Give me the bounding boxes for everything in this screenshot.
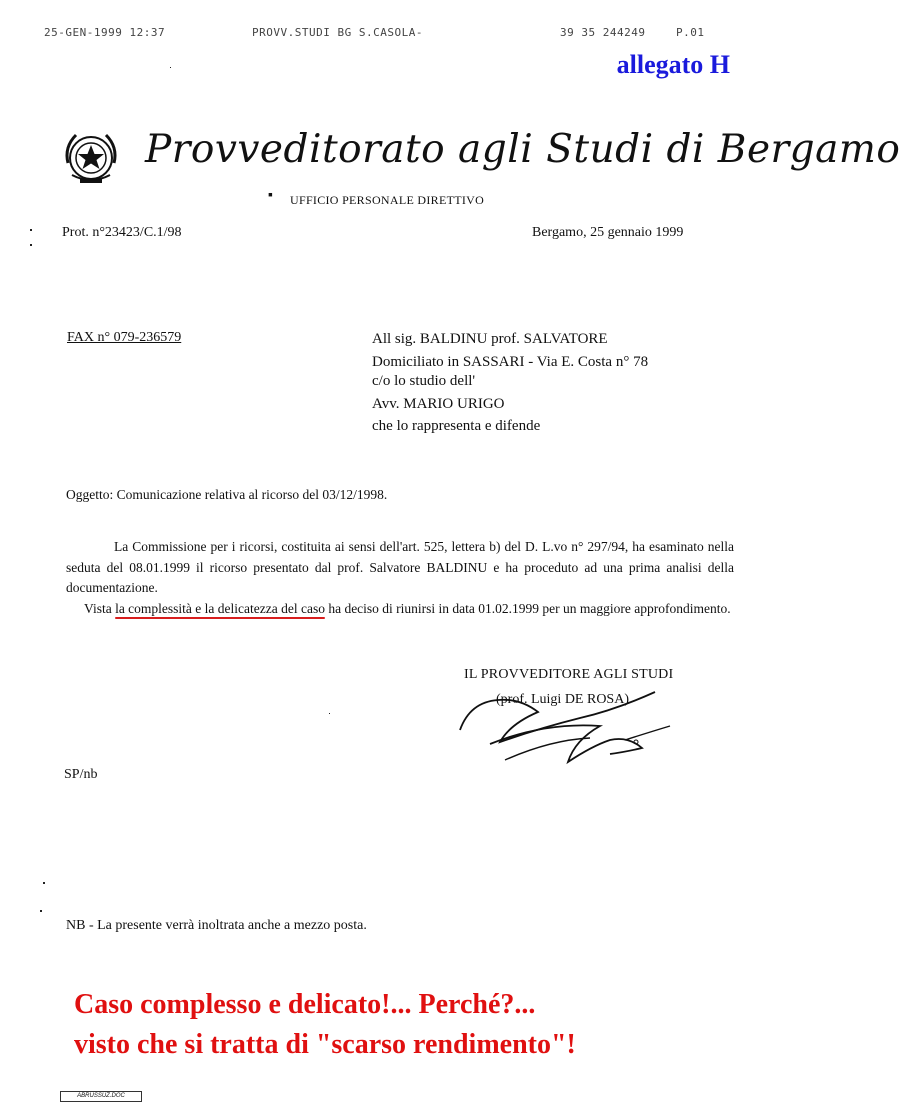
fax-number: FAX n° 079-236579 <box>67 330 182 345</box>
scan-speck <box>40 910 42 912</box>
fax-page: P.01 <box>676 26 705 39</box>
letter-body <box>66 537 734 619</box>
recipient-line: Domiciliato in SASSARI - Via E. Costa n° 78 <box>372 353 649 370</box>
file-name-label: ABRUSSUZ.DOC <box>60 1091 142 1102</box>
office-title: Provveditorato agli Studi di Bergamo <box>145 127 900 172</box>
fax-phone: 39 35 244249 <box>560 26 646 39</box>
scan-speck <box>30 229 32 231</box>
recipient-address <box>372 328 648 438</box>
scan-speck <box>329 713 330 714</box>
body-text: Vista <box>84 600 116 616</box>
fax-datetime: 25-GEN-1999 12:37 <box>44 26 166 39</box>
scan-speck <box>170 67 171 68</box>
signatory-name: (prof. Luigi DE ROSA) <box>496 692 629 707</box>
annotation-label: allegato H <box>616 50 730 79</box>
typist-initials: SP/nb <box>64 767 98 782</box>
recipient-line: c/o lo studio dell' <box>372 373 476 389</box>
body-paragraph <box>66 599 734 620</box>
department-name: UFFICIO PERSONALE DIRETTIVO <box>290 193 485 207</box>
nb-note: NB - La presente verrà inoltrata anche a mezzo posta. <box>66 918 367 933</box>
commentary-line: Caso complesso e delicato!... Perché?... <box>74 989 536 1020</box>
body-text: ha deciso di riunirsi in data 01.02.1999 per un maggiore approfondimento. <box>324 600 731 616</box>
body-paragraph: La Commissione per i ricorsi, costituita ai sensi dell'art. 525, lettera b) del D. L.vo n° 297/94, ha esaminato nella seduta del 08.01.1999 il ricorso presentato dal prof. Salvatore BALDINU e ha proceduto ad una prima analisi della documentazione. <box>66 539 734 595</box>
recipient-line: All sig. BALDINU prof. SALVATORE <box>372 331 608 347</box>
protocol-number: Prot. n°23423/C.1/98 <box>62 225 182 240</box>
commentary-line: visto che si tratta di "scarso rendimento"! <box>74 1029 576 1060</box>
place-date: Bergamo, 25 gennaio 1999 <box>532 225 684 240</box>
scan-speck <box>30 244 32 246</box>
fax-sender: PROVV.STUDI BG S.CASOLA- <box>252 26 423 39</box>
handwritten-signature <box>450 682 680 774</box>
signatory-title: IL PROVVEDITORE AGLI STUDI <box>464 667 674 682</box>
highlighted-phrase: la complessità e la delicatezza del caso <box>115 600 325 616</box>
scan-speck <box>43 882 45 884</box>
recipient-line: che lo rappresenta e difende <box>372 418 541 434</box>
subject-line: Oggetto: Comunicazione relativa al ricorso del 03/12/1998. <box>66 487 388 502</box>
italian-republic-emblem-icon <box>60 125 122 187</box>
red-commentary <box>74 985 576 1065</box>
recipient-line: Avv. MARIO URIGO <box>372 395 505 412</box>
bullet-mark: ▪ <box>268 188 273 203</box>
